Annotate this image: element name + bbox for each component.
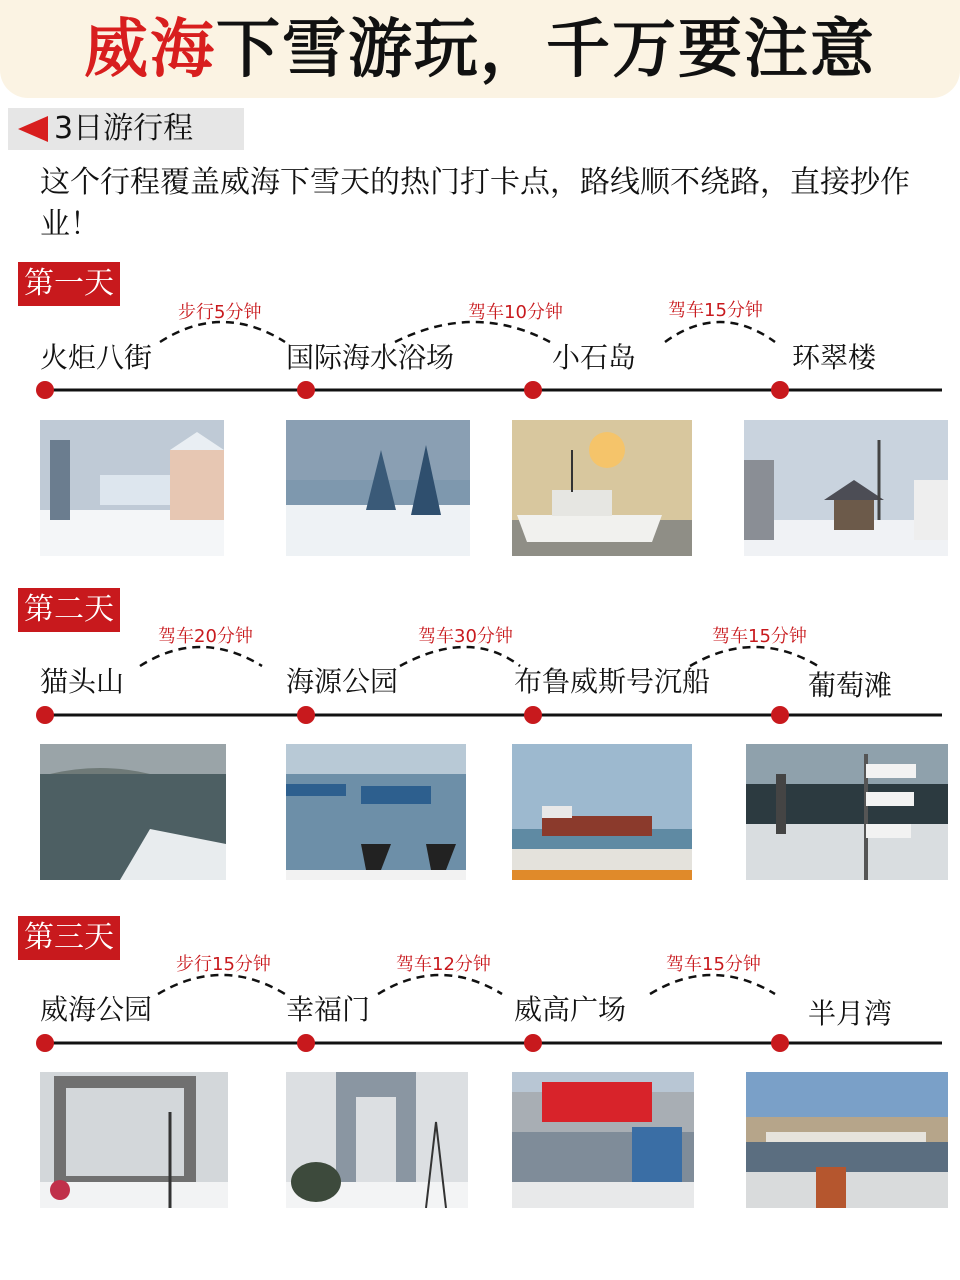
day-badge: 第一天 [18,262,120,306]
timeline-dot [297,381,315,399]
timeline-dot [524,381,542,399]
route-dash [158,975,285,994]
timeline-dot [36,381,54,399]
route-dash [378,975,502,994]
transit-label: 步行5分钟 [178,302,262,323]
photo-gate [286,1072,468,1208]
stop-label: 葡萄滩 [808,669,893,702]
transit-label: 驾车15分钟 [668,300,763,321]
stop-label: 环翠楼 [792,341,877,374]
stop-label: 威海公园 [40,993,153,1026]
stop-label: 海源公园 [286,665,399,698]
transit-label: 步行15分钟 [176,954,271,975]
timeline-dot [297,1034,315,1052]
photo-beach [286,420,470,556]
transit-label: 驾车30分钟 [418,626,513,647]
photo-harbor [286,744,466,880]
photo-street [40,420,224,556]
photo-plaza [512,1072,694,1208]
transit-label: 驾车12分钟 [396,954,491,975]
transit-label: 驾车15分钟 [712,626,807,647]
route-dash [400,647,520,666]
day-1-section [0,262,960,592]
timeline-dot [771,381,789,399]
title-red-part: 威海 [84,13,216,87]
stop-label: 猫头山 [40,665,125,698]
stop-label: 幸福门 [286,993,371,1026]
stop-label: 国际海水浴场 [286,341,455,374]
photo-shipwreck [512,744,692,880]
photo-tower [744,420,948,556]
section-label: 3日游行程 [54,111,194,146]
photo-signpost [746,744,948,880]
route-dash [160,322,285,342]
photo-bay [746,1072,948,1208]
stop-label: 火炬八街 [40,341,153,374]
day-badge: 第二天 [18,588,120,632]
timeline-dot [524,706,542,724]
title-black-part: 下雪游玩，千万要注意 [216,13,876,87]
section-tab [8,108,244,150]
stop-label: 布鲁威斯号沉船 [514,665,711,698]
photo-frame-sculpture [40,1072,228,1208]
timeline-dot [36,1034,54,1052]
day-badge: 第三天 [18,916,120,960]
timeline-dot [771,706,789,724]
stop-label: 小石岛 [552,341,637,374]
day-2-section [0,588,960,918]
timeline-dot [297,706,315,724]
transit-label: 驾车15分钟 [666,954,761,975]
route-dash [665,322,775,342]
timeline [0,588,960,738]
triangle-marker-icon [18,116,48,142]
transit-label: 驾车10分钟 [468,302,563,323]
photo-boat [512,420,696,556]
photo-coast [40,744,226,880]
page-title [0,8,960,92]
intro-text: 这个行程覆盖威海下雪天的热门打卡点，路线顺不绕路，直接抄作业！ [40,165,910,242]
route-dash [650,975,775,994]
timeline-dot [36,706,54,724]
title-banner [0,0,960,98]
stop-label: 半月湾 [808,997,893,1030]
timeline-dot [771,1034,789,1052]
timeline-dot [524,1034,542,1052]
transit-label: 驾车20分钟 [158,626,253,647]
route-dash [140,647,262,666]
stop-label: 威高广场 [514,993,627,1026]
day-3-section [0,916,960,1246]
